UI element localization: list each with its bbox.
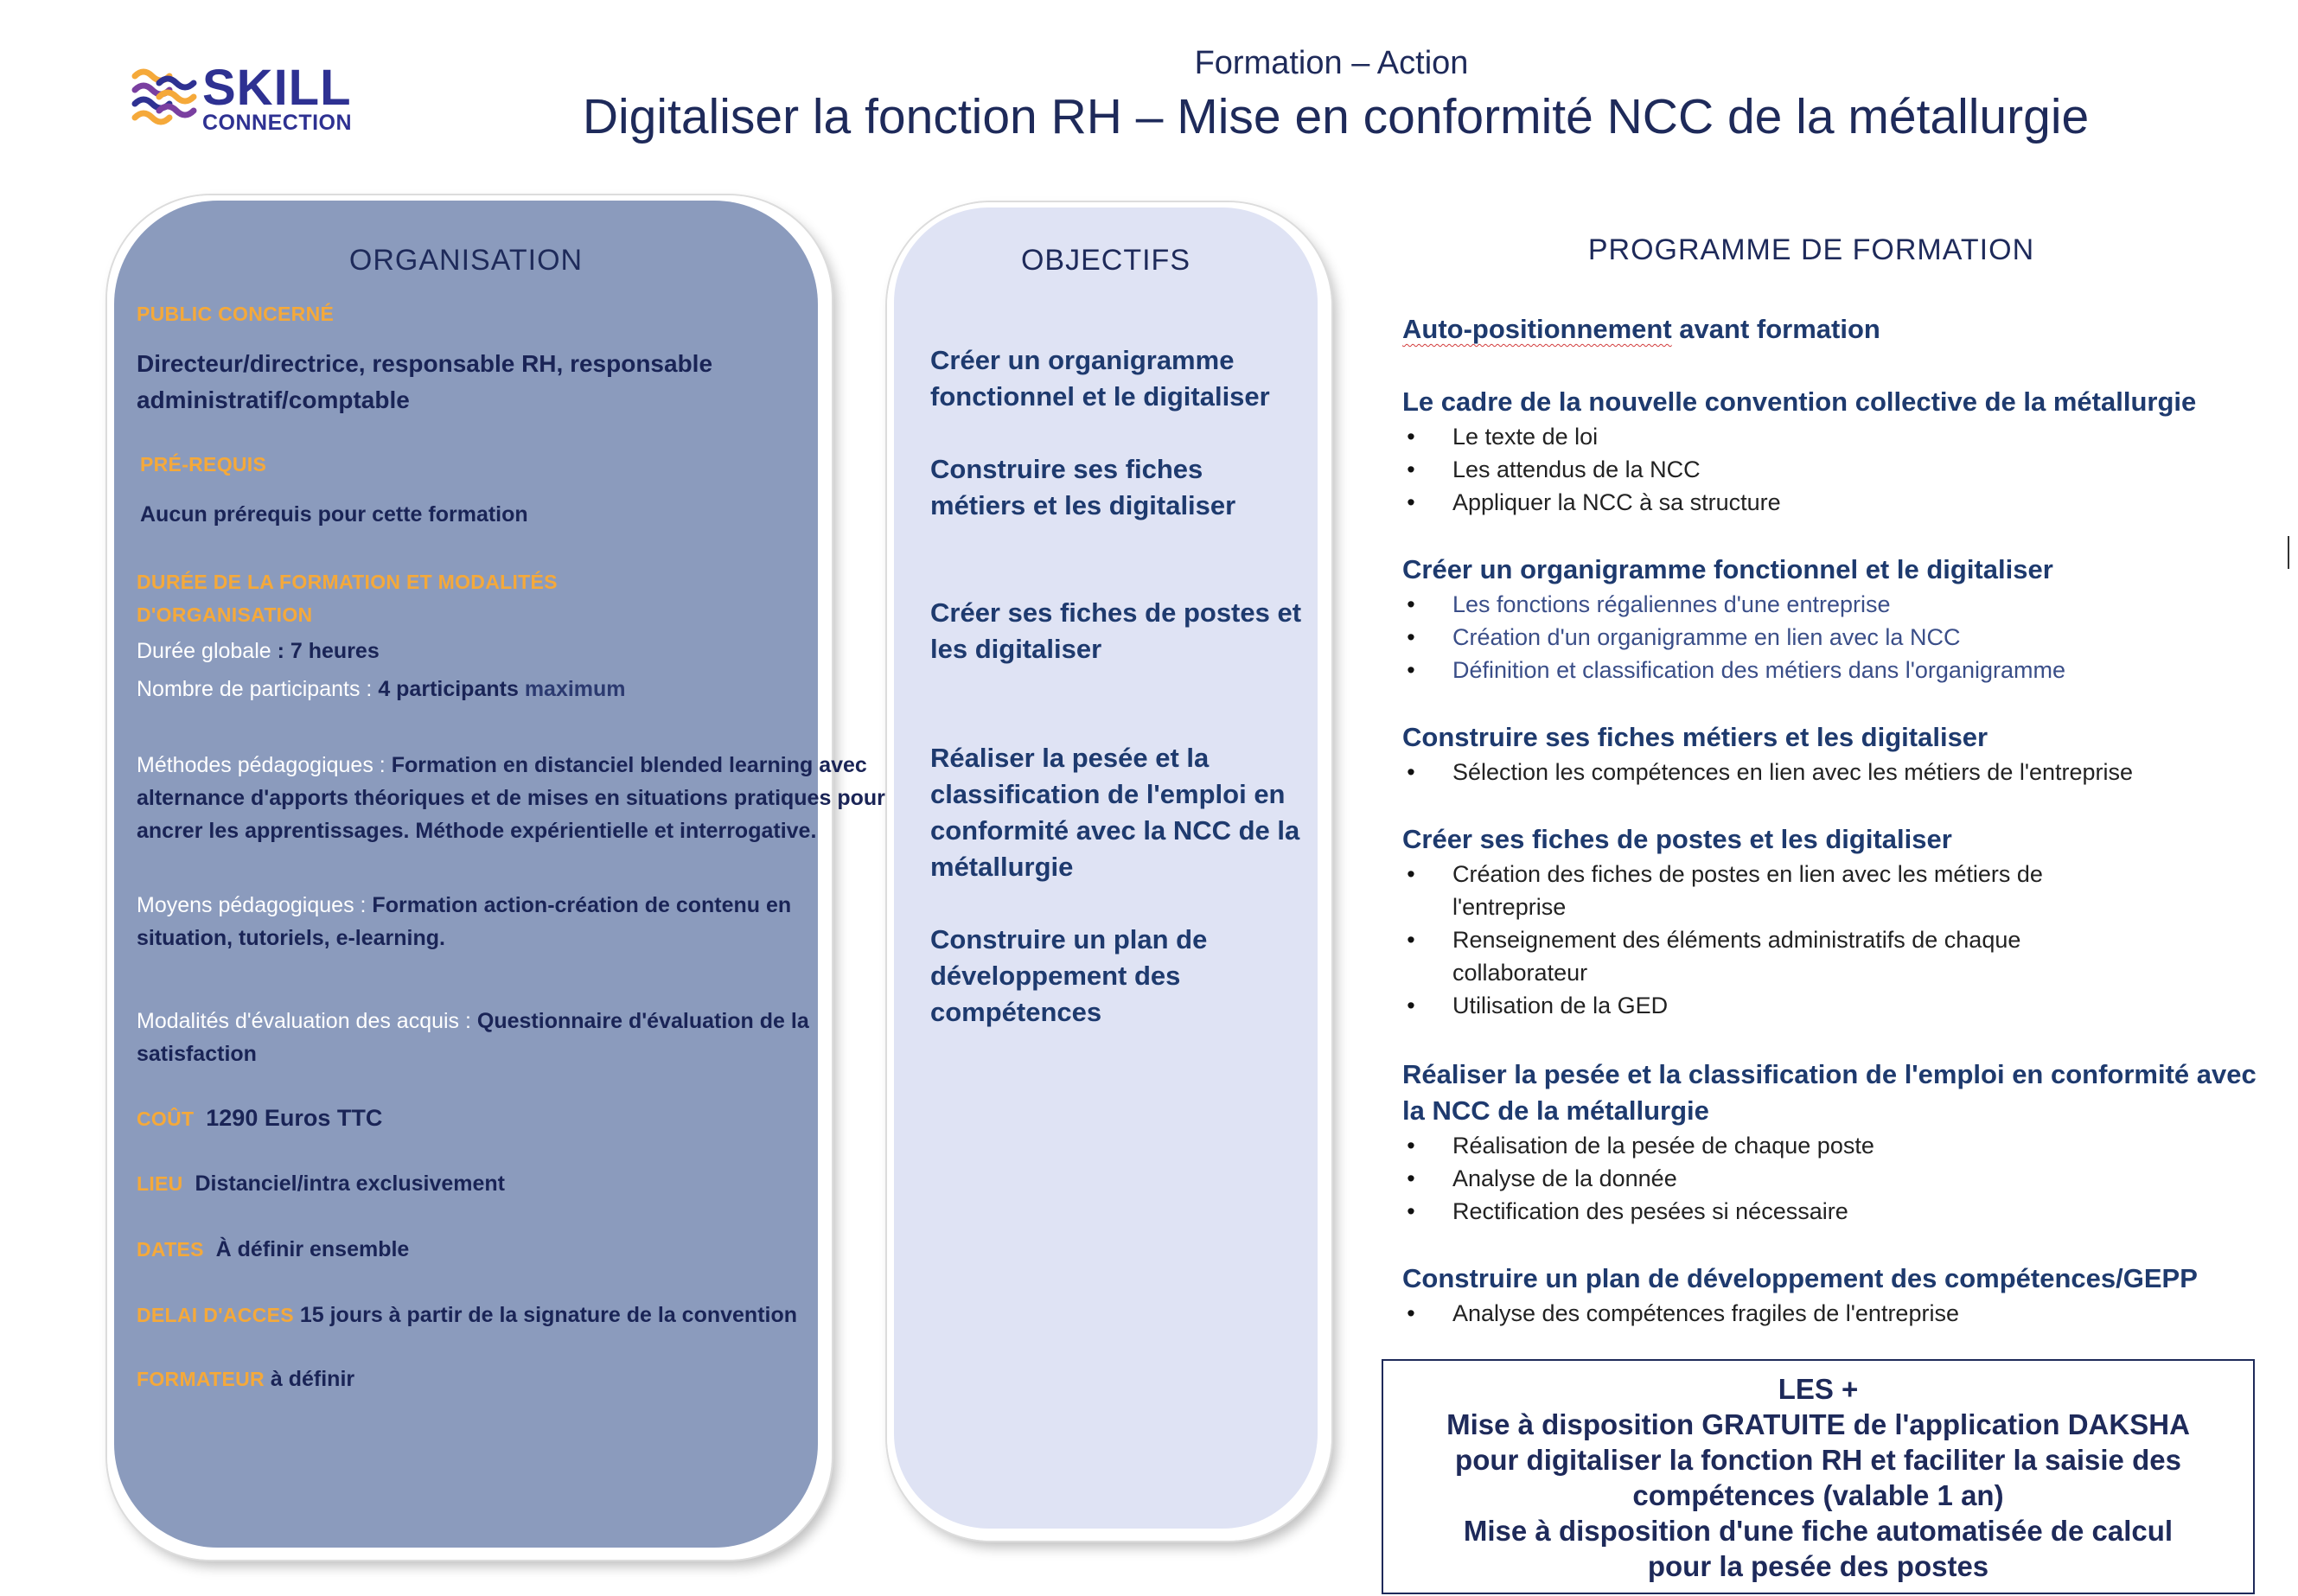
dates-value: À définir ensemble xyxy=(215,1237,410,1261)
text-cursor xyxy=(2288,536,2289,569)
cout-value: 1290 Euros TTC xyxy=(206,1105,383,1131)
programme-bullet: • Analyse de la donnée xyxy=(1452,1162,1677,1195)
methodes-value-line1: Formation en distanciel blended learning avec xyxy=(391,753,867,777)
formateur-label: FORMATEUR xyxy=(137,1368,265,1390)
programme-bullet: • Appliquer la NCC à sa structure xyxy=(1452,486,1781,519)
dates-label: DATES xyxy=(137,1238,204,1261)
logo-text-skill: SKILL xyxy=(202,60,352,116)
programme-section-title: Construire ses fiches métiers et les digitaliser xyxy=(1402,722,1988,752)
evaluation-value-line2: satisfaction xyxy=(137,1042,257,1066)
cout-label: COÛT xyxy=(137,1108,195,1130)
objectif-item: Créer un organigramme fonctionnel et le digitaliser xyxy=(930,345,1270,412)
methodes-value-line2: alternance d'apports théoriques et de mises en situations pratiques pour xyxy=(137,786,885,810)
programme-bullet: • Réalisation de la pesée de chaque poste xyxy=(1452,1129,1874,1162)
les-plus-line: pour digitaliser la fonction RH et faciliter la saisie des xyxy=(1455,1444,2181,1476)
moyens-prefix: Moyens pédagogiques : xyxy=(137,893,367,917)
auto-positionnement-rest: avant formation xyxy=(1671,314,1880,344)
programme-bullet: • Renseignement des éléments administratifs de chaque collaborateur xyxy=(1452,923,2110,989)
les-plus-line: Mise à disposition GRATUITE de l'application DAKSHA xyxy=(1446,1408,2190,1440)
objectif-item: Construire ses fiches métiers et les digitaliser xyxy=(930,454,1236,520)
public-value-line1: Directeur/directrice, responsable RH, responsable xyxy=(137,350,713,377)
objectif-item: Réaliser la pesée et la classification de l'emploi en conformité avec la NCC de la métallurgie xyxy=(930,743,1300,882)
moyens-value-line1: Formation action-création de contenu en xyxy=(372,893,792,917)
page-title: Digitaliser la fonction RH – Mise en conformité NCC de la métallurgie xyxy=(582,89,2090,144)
programme-heading: PROGRAMME DE FORMATION xyxy=(1587,233,2035,266)
participants-prefix: Nombre de participants : xyxy=(137,677,373,701)
programme-bullet: • Création des fiches de postes en lien avec les métiers de l'entreprise xyxy=(1452,858,2110,923)
evaluation-value-line1: Questionnaire d'évaluation de la xyxy=(476,1009,809,1033)
page-supertitle: Formation – Action xyxy=(1194,45,1469,81)
logo-text-connection: CONNECTION xyxy=(202,111,353,135)
programme-bullet: • Création d'un organigramme en lien avec la NCC xyxy=(1452,621,1960,654)
participants-suffix: maximum xyxy=(524,677,626,701)
programme-bullet: • Les fonctions régaliennes d'une entreprise xyxy=(1452,588,1891,621)
les-plus-line: compétences (valable 1 an) xyxy=(1632,1479,2004,1511)
programme-bullet: • Analyse des compétences fragiles de l'entreprise xyxy=(1452,1297,1959,1330)
duree-label-line1: DURÉE DE LA FORMATION ET MODALITÉS xyxy=(137,571,558,593)
programme-bullet: • Le texte de loi xyxy=(1452,420,1598,453)
auto-positionnement-word: Auto-positionnement xyxy=(1402,314,1672,344)
programme-section-title: Construire un plan de développement des compétences/GEPP xyxy=(1402,1263,2198,1293)
programme-bullet: • Rectification des pesées si nécessaire xyxy=(1452,1195,1848,1228)
duree-prefix: Durée globale xyxy=(137,639,271,663)
programme-section-title: Le cadre de la nouvelle convention collective de la métallurgie xyxy=(1402,386,2197,417)
les-plus-box xyxy=(1382,1359,2255,1594)
programme-bullet: • Utilisation de la GED xyxy=(1452,989,1668,1022)
objectif-item: Construire un plan de développement des compétences xyxy=(930,924,1208,1027)
public-value-line2: administratif/comptable xyxy=(137,386,410,413)
evaluation-prefix: Modalités d'évaluation des acquis : xyxy=(137,1009,471,1033)
objectif-item: Créer ses fiches de postes et les digitaliser xyxy=(930,597,1302,664)
objectifs-heading: OBJECTIFS xyxy=(1020,244,1191,277)
programme-bullet: • Définition et classification des métiers dans l'organigramme xyxy=(1452,654,2065,686)
prereq-value: Aucun prérequis pour cette formation xyxy=(140,502,528,527)
programme-section-title: Créer un organigramme fonctionnel et le digitaliser xyxy=(1402,554,2053,584)
les-plus-line: Mise à disposition d'une fiche automatisée de calcul xyxy=(1463,1515,2174,1547)
duree-label-line2: D'ORGANISATION xyxy=(137,603,313,626)
les-plus-line: pour la pesée des postes xyxy=(1647,1550,1989,1582)
programme-section-title-cont: la NCC de la métallurgie xyxy=(1402,1095,1709,1126)
participants-value: 4 participants xyxy=(378,677,519,701)
duree-value: : 7 heures xyxy=(277,639,380,663)
lieu-value: Distanciel/intra exclusivement xyxy=(195,1171,505,1196)
objectifs-panel xyxy=(894,207,1318,1529)
programme-bullet: • Les attendus de la NCC xyxy=(1452,453,1701,486)
public-label: PUBLIC CONCERNÉ xyxy=(137,303,335,325)
programme-section-title xyxy=(1402,311,1880,348)
methodes-value-line3: ancrer les apprentissages. Méthode expérientielle et interrogative. xyxy=(137,819,817,843)
organisation-heading: ORGANISATION xyxy=(348,244,584,277)
lieu-label: LIEU xyxy=(137,1172,183,1195)
delai-label: DELAI D'ACCES xyxy=(137,1304,294,1326)
programme-bullet: • Sélection les compétences en lien avec les métiers de l'entreprise xyxy=(1452,756,2133,788)
formateur-value: à définir xyxy=(270,1367,355,1391)
les-plus-title: LES + xyxy=(1778,1373,1859,1405)
prereq-label: PRÉ-REQUIS xyxy=(140,453,267,476)
moyens-value-line2: situation, tutoriels, e-learning. xyxy=(137,926,445,950)
methodes-prefix: Méthodes pédagogiques : xyxy=(137,753,386,777)
programme-section-title: Réaliser la pesée et la classification de l'emploi en conformité avec xyxy=(1402,1059,2257,1089)
delai-value: 15 jours à partir de la signature de la convention xyxy=(299,1303,798,1327)
organisation-panel xyxy=(114,201,885,1548)
programme-section-title: Créer ses fiches de postes et les digitaliser xyxy=(1402,824,1952,854)
